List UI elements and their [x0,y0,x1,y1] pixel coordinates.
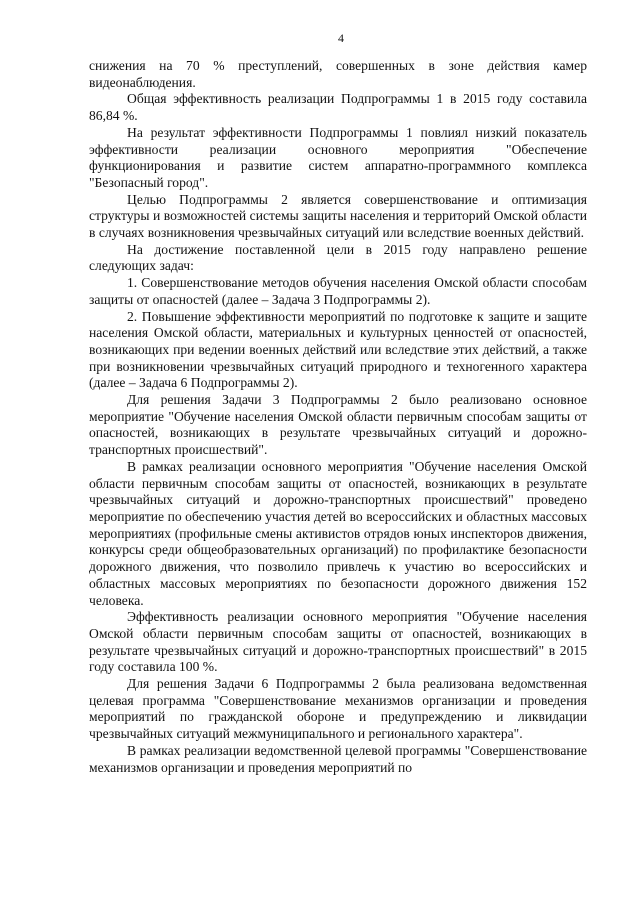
paragraph-2: Общая эффективность реализации Подпрограммы 1 в 2015 году составила 86,84 %. [89,91,587,124]
paragraph-1: снижения на 70 % преступлений, совершенных в зоне действия камер видеонаблюдения. [89,58,587,90]
paragraph-12: В рамках реализации ведомственной целевой программы "Совершенствование механизмов организации и проведения мероприятий по [89,742,587,775]
paragraph-11: Для решения Задачи 6 Подпрограммы 2 была реализована ведомственная целевая программа "Совершенствование механизмов организации и проведения мероприятий по гражданской обороне и предупреждению и ликвидации чрезвычайных ситуаций межмуниципального и регионального характера". [89,676,587,742]
paragraph-10: Эффективность реализации основного мероприятия "Обучение населения Омской области первичным способам защиты от опасностей, возникающих в результате чрезвычайных ситуаций и дорожно-транспортных происшествий" в 2015 году составила 100 %. [89,609,587,675]
paragraph-5: На достижение поставленной цели в 2015 году направлено решение следующих задач: [89,241,587,274]
paragraph-3: На результат эффективности Подпрограммы 1 повлиял низкий показатель эффективности реализации основного мероприятия "Обеспечение функционирования и развитие систем аппаратно-программного комплекса "Безопасный город". [89,124,587,190]
paragraph-9: В рамках реализации основного мероприятия "Обучение населения Омской области первичным способам защиты от опасностей, возникающих в результате чрезвычайных ситуаций и дорожно-транспортных происшествий" проведено мероприятие по обеспечению участия детей во всероссийских и областных массовых мероприятиях (профильные смены активистов отрядов юных инспекторов движения, конкурсы среди общеобразовательных организаций) по профилактике безопасности дорожного движения, что позволило привлечь к участию во всероссийских и областных массовых мероприятиях по безопасности дорожного движения 152 человека. [89,458,587,608]
paragraph-7: 2. Повышение эффективности мероприятий по подготовке к защите и защите населения Омской области, материальных и культурных ценностей от опасностей, возникающих при ведении военных действий или вследствие этих действий, а также при возникновении чрезвычайных ситуаций природного и техногенного характера (далее – Задача 6 Подпрограммы 2). [89,308,587,391]
page-number: 4 [338,31,344,45]
paragraph-6: 1. Совершенствование методов обучения населения Омской области способам защиты от опасностей (далее – Задача 3 Подпрограммы 2). [89,275,587,307]
document-page [89,30,587,776]
paragraph-4: Целью Подпрограммы 2 является совершенствование и оптимизация структуры и возможностей системы защиты населения и территорий Омской области в случаях возникновения чрезвычайных ситуаций или вследствие военных действий. [89,191,587,241]
paragraph-8: Для решения Задачи 3 Подпрограммы 2 было реализовано основное мероприятие "Обучение населения Омской области первичным способам защиты от опасностей, возникающих в результате чрезвычайных ситуаций и дорожно-транспортных происшествий". [89,392,587,458]
